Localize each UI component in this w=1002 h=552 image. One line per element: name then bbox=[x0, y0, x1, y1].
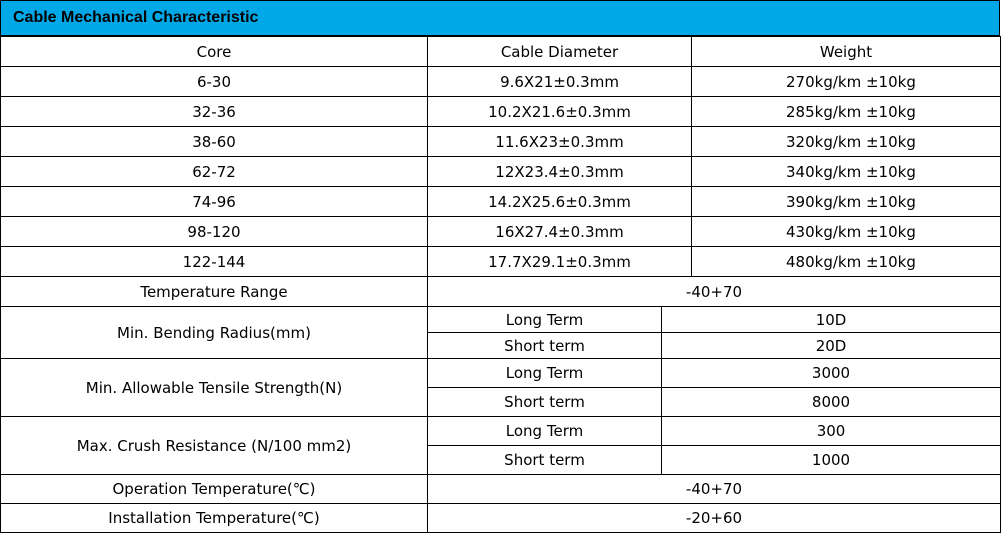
crush-long-term-value: 300 bbox=[662, 417, 1001, 446]
bending-short-term-value: 20D bbox=[662, 333, 1001, 359]
table-row bbox=[1, 127, 1001, 157]
core-cell: 74-96 bbox=[1, 187, 428, 217]
tensile-long-term-label: Long Term bbox=[428, 359, 662, 388]
core-cell: 98-120 bbox=[1, 217, 428, 247]
tensile-strength-row bbox=[1, 359, 1001, 388]
bending-radius-row bbox=[1, 307, 1001, 333]
bending-radius-label: Min. Bending Radius(mm) bbox=[1, 307, 428, 359]
header-row bbox=[1, 37, 1001, 67]
bending-long-term-label: Long Term bbox=[428, 307, 662, 333]
tensile-short-term-value: 8000 bbox=[662, 388, 1001, 417]
core-cell: 6-30 bbox=[1, 67, 428, 97]
bending-long-term-value: 10D bbox=[662, 307, 1001, 333]
operation-temperature-label: Operation Temperature(℃) bbox=[1, 475, 428, 504]
operation-temperature-row bbox=[1, 475, 1001, 504]
diameter-cell: 14.2X25.6±0.3mm bbox=[428, 187, 692, 217]
diameter-cell: 16X27.4±0.3mm bbox=[428, 217, 692, 247]
table-row bbox=[1, 247, 1001, 277]
weight-cell: 430kg/km ±10kg bbox=[692, 217, 1001, 247]
core-cell: 122-144 bbox=[1, 247, 428, 277]
core-cell: 62-72 bbox=[1, 157, 428, 187]
bending-short-term-label: Short term bbox=[428, 333, 662, 359]
temperature-range-row bbox=[1, 277, 1001, 307]
crush-resistance-row bbox=[1, 417, 1001, 446]
weight-cell: 320kg/km ±10kg bbox=[692, 127, 1001, 157]
temperature-range-label: Temperature Range bbox=[1, 277, 428, 307]
installation-temperature-value: -20+60 bbox=[428, 504, 1001, 533]
table-title: Cable Mechanical Characteristic bbox=[13, 9, 259, 26]
tensile-strength-label: Min. Allowable Tensile Strength(N) bbox=[1, 359, 428, 417]
header-weight: Weight bbox=[692, 37, 1001, 67]
table-row bbox=[1, 217, 1001, 247]
title-bar bbox=[0, 0, 1000, 36]
tensile-long-term-value: 3000 bbox=[662, 359, 1001, 388]
core-cell: 38-60 bbox=[1, 127, 428, 157]
installation-temperature-label: Installation Temperature(℃) bbox=[1, 504, 428, 533]
crush-long-term-label: Long Term bbox=[428, 417, 662, 446]
weight-cell: 270kg/km ±10kg bbox=[692, 67, 1001, 97]
diameter-cell: 17.7X29.1±0.3mm bbox=[428, 247, 692, 277]
header-diameter: Cable Diameter bbox=[428, 37, 692, 67]
crush-short-term-value: 1000 bbox=[662, 446, 1001, 475]
temperature-range-value: -40+70 bbox=[428, 277, 1001, 307]
installation-temperature-row bbox=[1, 504, 1001, 533]
core-cell: 32-36 bbox=[1, 97, 428, 127]
operation-temperature-value: -40+70 bbox=[428, 475, 1001, 504]
weight-cell: 390kg/km ±10kg bbox=[692, 187, 1001, 217]
diameter-cell: 10.2X21.6±0.3mm bbox=[428, 97, 692, 127]
tensile-short-term-label: Short term bbox=[428, 388, 662, 417]
crush-resistance-label: Max. Crush Resistance (N/100 mm2) bbox=[1, 417, 428, 475]
table-row bbox=[1, 187, 1001, 217]
diameter-cell: 12X23.4±0.3mm bbox=[428, 157, 692, 187]
weight-cell: 285kg/km ±10kg bbox=[692, 97, 1001, 127]
table-row bbox=[1, 67, 1001, 97]
diameter-cell: 11.6X23±0.3mm bbox=[428, 127, 692, 157]
header-core: Core bbox=[1, 37, 428, 67]
table-row bbox=[1, 157, 1001, 187]
table-row bbox=[1, 97, 1001, 127]
diameter-cell: 9.6X21±0.3mm bbox=[428, 67, 692, 97]
weight-cell: 340kg/km ±10kg bbox=[692, 157, 1001, 187]
characteristics-table bbox=[0, 36, 1001, 533]
weight-cell: 480kg/km ±10kg bbox=[692, 247, 1001, 277]
crush-short-term-label: Short term bbox=[428, 446, 662, 475]
